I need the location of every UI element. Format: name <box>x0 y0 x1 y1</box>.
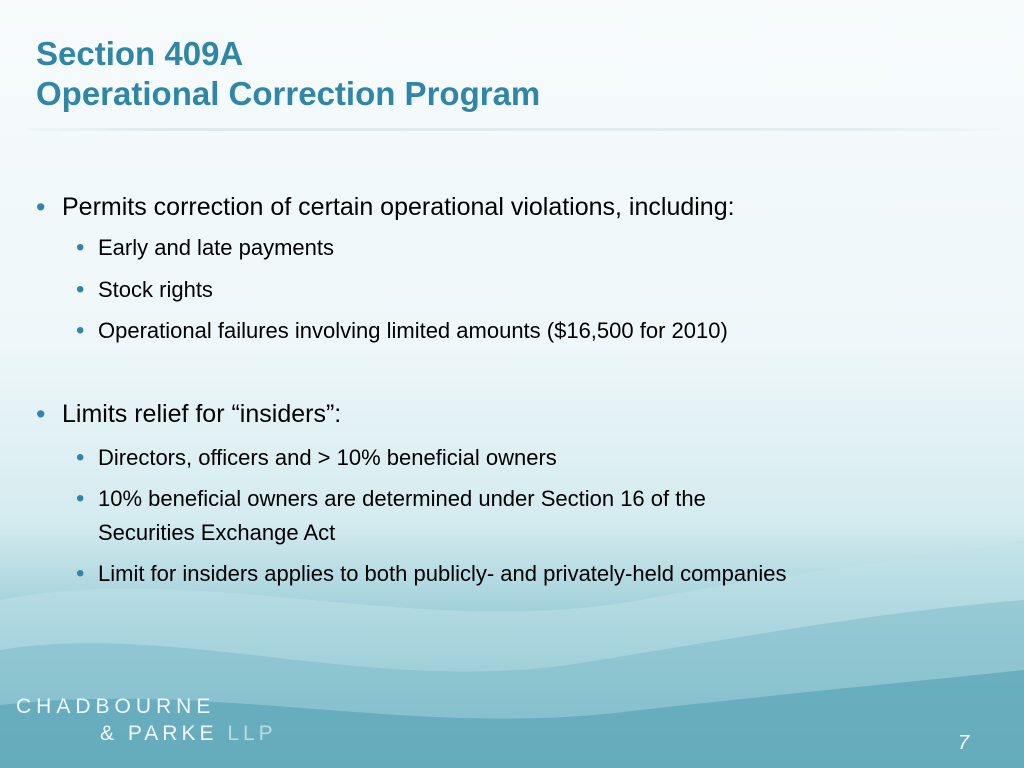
bullet-level2 <box>76 231 334 265</box>
page-number: 7 <box>958 732 970 754</box>
bullet-icon: • <box>76 317 85 344</box>
bullet-icon: • <box>76 485 85 512</box>
bullet-level2 <box>76 482 706 516</box>
bullet-level2 <box>76 273 213 307</box>
title-divider <box>28 128 1000 131</box>
bullet-continuation <box>98 516 335 550</box>
bullet-level2 <box>76 314 728 348</box>
bullet-text: Securities Exchange Act <box>98 520 336 545</box>
slide-title <box>36 34 540 114</box>
firm-logo-line-2 <box>100 721 277 747</box>
bullet-text: Directors, officers and > 10% beneficial owners <box>98 445 557 470</box>
bullet-text: Limits relief for “insiders”: <box>62 400 342 428</box>
bullet-icon: • <box>76 560 85 587</box>
title-line-2: Operational Correction Program <box>36 75 541 112</box>
bullet-text: Operational failures involving limited amounts ($16,500 for 2010) <box>98 318 728 343</box>
firm-logo-line-1: CHADBOURNE <box>16 695 216 718</box>
bullet-text: 10% beneficial owners are determined under Section 16 of the <box>98 486 706 511</box>
bullet-level1 <box>36 192 735 222</box>
bullet-icon: • <box>76 276 85 303</box>
bullet-text: Early and late payments <box>98 235 335 260</box>
bullet-icon: • <box>76 444 85 471</box>
bullet-level2 <box>76 557 786 591</box>
bullet-level2 <box>76 441 557 475</box>
bullet-icon: • <box>36 192 46 222</box>
bullet-text: Stock rights <box>98 277 213 302</box>
title-line-1: Section 409A <box>36 35 244 72</box>
firm-logo-name: & PARKE <box>100 722 218 745</box>
bullet-icon: • <box>76 234 85 261</box>
bullet-text: Limit for insiders applies to both publicly- and privately-held companies <box>98 561 787 586</box>
bullet-level1 <box>36 399 341 429</box>
firm-logo-llp: LLP <box>227 722 277 745</box>
bullet-text: Permits correction of certain operational violations, including: <box>62 193 735 221</box>
bullet-icon: • <box>36 399 46 429</box>
